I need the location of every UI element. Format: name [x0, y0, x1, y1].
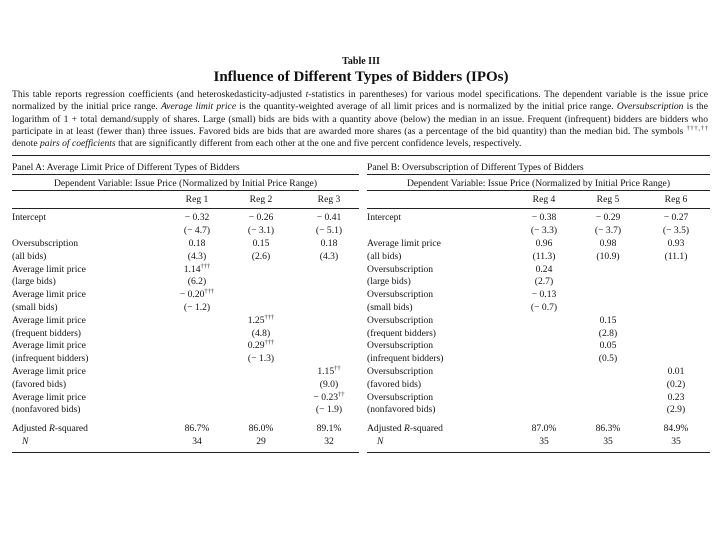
table-cell — [241, 212, 281, 225]
table-row — [12, 225, 359, 238]
panel-a-rows — [12, 212, 359, 448]
cell-value: (11.1) — [664, 250, 688, 262]
column-header: Reg 2 — [249, 194, 273, 206]
table-cell — [309, 212, 349, 225]
table-row — [367, 238, 710, 251]
cell-value: 0.01 — [667, 366, 685, 378]
adj-suffix: -squared — [54, 423, 88, 435]
table-cell — [656, 238, 696, 251]
table-cell — [588, 328, 628, 341]
cell-value: (− 5.1) — [315, 225, 343, 237]
row-label: Oversubscription — [367, 289, 434, 301]
table-cell — [309, 404, 349, 417]
table-row — [12, 289, 359, 302]
adjusted-r-squared-row — [12, 423, 359, 436]
table-cell — [241, 340, 281, 353]
row-label: N — [377, 436, 384, 448]
table-row — [367, 392, 710, 405]
significance-marker: ††† — [264, 339, 275, 347]
adjusted-r-squared-row — [367, 423, 710, 436]
row-label: Average limit price — [12, 340, 86, 352]
table-cell — [309, 251, 349, 264]
table-row — [367, 264, 710, 277]
caption-term-avg-limit-price: Average limit price — [160, 101, 237, 113]
table-cell: 35 — [603, 436, 613, 448]
cell-value: (2.8) — [598, 327, 618, 339]
table-cell — [524, 212, 564, 225]
table-row — [367, 251, 710, 264]
table-cell — [524, 276, 564, 289]
panel-b-column-headers — [367, 191, 710, 209]
caption-text-1b: -statistics in parentheses) for various model specifications. The dependent variable is the issue price normalized by the initial price range. — [12, 89, 709, 113]
cell-value: (2.9) — [666, 404, 686, 416]
caption-text-3: is the logarithm of 1 + total demand/supply of shares. Large (small) bids are bids with a quantity above (below) the median in an issue. Frequent (infrequent) bidders are bidders who participate in at least (fewer than) three issues. Favored bids are bids that are awarded more shares (as a percentage of the bid quantity) than the median bid. The symbols — [12, 101, 708, 137]
table-cell — [524, 225, 564, 238]
significance-marker: ††† — [264, 313, 275, 321]
row-label: (favored bids) — [367, 378, 422, 390]
cell-value: 0.23 — [667, 391, 685, 403]
cell-value: (− 1.9) — [315, 404, 343, 416]
row-label: Oversubscription — [367, 340, 434, 352]
table-cell — [524, 289, 564, 302]
table-cell — [588, 251, 628, 264]
row-label: Average limit price — [12, 314, 86, 326]
cell-value: 0.29 — [247, 340, 265, 352]
cell-value: (− 1.3) — [247, 353, 275, 365]
table-row — [12, 340, 359, 353]
table-number: Table III — [342, 56, 380, 67]
adj-suffix: -squared — [409, 423, 443, 435]
table-cell — [656, 366, 696, 379]
panel-b-rows — [367, 212, 710, 448]
table-cell — [524, 302, 564, 315]
row-label — [367, 423, 443, 436]
n-row — [12, 436, 359, 449]
cell-value: 1.14 — [183, 263, 201, 275]
cell-value: 0.93 — [667, 238, 685, 250]
cell-value: (− 4.7) — [183, 225, 211, 237]
row-label: Average limit price — [12, 263, 86, 275]
table-cell — [588, 353, 628, 366]
table-row — [367, 328, 710, 341]
row-label: Average limit price — [12, 289, 86, 301]
table-cell: 87.0% — [531, 423, 557, 435]
table-row — [12, 379, 359, 392]
cell-value: 0.96 — [535, 238, 553, 250]
table-row — [12, 315, 359, 328]
cell-value: (0.5) — [598, 353, 618, 365]
table-cell: 29 — [256, 436, 266, 448]
panel-a-title: Panel A: Average Limit Price of Different Types of Bidders — [12, 160, 359, 175]
cell-value: (10.9) — [596, 250, 620, 262]
table-row — [367, 302, 710, 315]
cell-value: − 0.13 — [531, 289, 557, 301]
adj-label: Adjusted — [367, 423, 405, 435]
cell-value: (11.3) — [532, 250, 556, 262]
table-cell: 32 — [324, 436, 334, 448]
table-row — [367, 366, 710, 379]
row-label: N — [22, 436, 29, 448]
row-label — [12, 423, 88, 436]
row-label: (frequent bidders) — [12, 327, 81, 339]
cell-value: − 0.38 — [531, 212, 557, 224]
table-cell — [241, 238, 281, 251]
table-row — [12, 264, 359, 277]
cell-value: (4.3) — [319, 250, 339, 262]
row-label: Oversubscription — [367, 314, 434, 326]
table-row — [12, 212, 359, 225]
row-label: (small bids) — [12, 302, 58, 314]
row-label: (nonfavored bids) — [367, 404, 436, 416]
cell-value: − 0.26 — [248, 212, 274, 224]
table-cell: 89.1% — [316, 423, 342, 435]
cell-value: 0.15 — [599, 314, 617, 326]
caption-text-3b: denote — [12, 138, 40, 150]
table-row — [12, 302, 359, 315]
table-cell — [177, 238, 217, 251]
cell-value: 0.98 — [599, 238, 617, 250]
row-label: Oversubscription — [367, 263, 434, 275]
cell-value: − 0.20 — [179, 289, 205, 301]
table-cell — [241, 225, 281, 238]
table-cell — [524, 251, 564, 264]
table-row — [367, 212, 710, 225]
row-label: (all bids) — [12, 250, 47, 262]
table-caption — [12, 89, 710, 150]
adj-r-italic: R — [49, 423, 55, 435]
cell-value: (4.3) — [187, 250, 207, 262]
table-cell: 86.7% — [184, 423, 210, 435]
table-cell — [588, 340, 628, 353]
row-label: (large bids) — [12, 276, 56, 288]
cell-value: − 0.27 — [663, 212, 689, 224]
table-row — [367, 276, 710, 289]
row-label: (favored bids) — [12, 378, 67, 390]
table-page — [12, 56, 710, 453]
column-header: Reg 1 — [185, 194, 209, 206]
table-title: Influence of Different Types of Bidders (IPOs) — [213, 69, 509, 85]
table-cell: 35 — [671, 436, 681, 448]
table-row — [367, 289, 710, 302]
significance-marker: †† — [334, 365, 341, 373]
row-label: (large bids) — [367, 276, 411, 288]
table-cell — [177, 212, 217, 225]
cell-value: 0.18 — [320, 238, 338, 250]
row-label: Oversubscription — [12, 238, 79, 250]
table-cell — [656, 404, 696, 417]
significance-marker: ††† — [200, 262, 211, 270]
table-row — [12, 404, 359, 417]
cell-value: (9.0) — [319, 378, 339, 390]
table-cell — [177, 264, 217, 277]
table-cell — [656, 212, 696, 225]
cell-value: − 0.23 — [313, 391, 339, 403]
cell-value: 1.25 — [247, 314, 265, 326]
cell-value: (2.7) — [534, 276, 554, 288]
row-label: Intercept — [367, 212, 402, 224]
panel-a — [12, 160, 359, 452]
table-row — [12, 238, 359, 251]
cell-value: (4.8) — [251, 327, 271, 339]
panel-a-bottom-rule — [12, 452, 359, 453]
cell-value: 0.24 — [535, 263, 553, 275]
caption-term-oversubscription: Oversubscription — [616, 101, 684, 113]
caption-t-italic: t — [305, 89, 309, 100]
table-cell: 35 — [539, 436, 549, 448]
row-label: Average limit price — [367, 238, 441, 250]
significance-marker: ††† — [204, 288, 215, 296]
table-cell — [588, 225, 628, 238]
table-cell — [588, 212, 628, 225]
adj-r-italic: R — [404, 423, 410, 435]
panel-b-title: Panel B: Oversubscription of Different Types of Bidders — [367, 160, 710, 175]
table-cell — [241, 353, 281, 366]
row-label: (infrequent bidders) — [12, 353, 89, 365]
caption-text-2: is the quantity-weighted average of all limit prices and is normalized by the initial price range. — [236, 101, 617, 113]
row-label: Intercept — [12, 212, 47, 224]
table-row — [12, 353, 359, 366]
table-cell — [241, 315, 281, 328]
table-cell — [656, 379, 696, 392]
row-label: (infrequent bidders) — [367, 353, 444, 365]
column-header: Reg 3 — [317, 194, 341, 206]
table-cell — [524, 238, 564, 251]
column-header: Reg 4 — [532, 194, 556, 206]
table-cell — [241, 251, 281, 264]
row-label: Average limit price — [12, 391, 86, 403]
table-row — [367, 404, 710, 417]
cell-value: 0.15 — [252, 238, 270, 250]
table-cell — [177, 225, 217, 238]
caption-text-1: This table reports regression coefficients (and heteroskedasticity-adjusted — [12, 89, 306, 100]
table-row — [12, 328, 359, 341]
table-cell — [656, 225, 696, 238]
adj-label: Adjusted — [12, 423, 50, 435]
table-cell — [309, 366, 349, 379]
table-row — [367, 353, 710, 366]
table-cell — [177, 302, 217, 315]
cell-value: 1.15 — [317, 366, 335, 378]
cell-value: (0.2) — [666, 378, 686, 390]
caption-term-pairs: pairs of coefficients — [39, 138, 116, 150]
row-label: Oversubscription — [367, 391, 434, 403]
panel-a-column-headers — [12, 191, 359, 209]
table-cell — [309, 392, 349, 405]
row-label: Oversubscription — [367, 366, 434, 378]
panel-b-dependent-variable: Dependent Variable: Issue Price (Normalized by Initial Price Range) — [367, 175, 710, 191]
panels — [12, 160, 710, 452]
top-rule — [12, 155, 710, 156]
column-header: Reg 5 — [596, 194, 620, 206]
table-row — [12, 276, 359, 289]
table-cell — [588, 238, 628, 251]
significance-marker: †† — [338, 390, 345, 398]
cell-value: 0.18 — [188, 238, 206, 250]
table-cell — [588, 315, 628, 328]
cell-value: (− 0.7) — [530, 302, 558, 314]
column-header: Reg 6 — [664, 194, 688, 206]
table-cell — [309, 225, 349, 238]
cell-value: (− 3.1) — [247, 225, 275, 237]
row-label: Average limit price — [12, 366, 86, 378]
row-label: (all bids) — [367, 250, 402, 262]
panel-b — [367, 160, 710, 452]
table-cell — [309, 238, 349, 251]
table-row — [12, 392, 359, 405]
table-cell — [656, 251, 696, 264]
panel-a-dependent-variable: Dependent Variable: Issue Price (Normalized by Initial Price Range) — [12, 175, 359, 191]
table-row — [12, 366, 359, 379]
table-cell — [656, 392, 696, 405]
cell-value: 0.05 — [599, 340, 617, 352]
cell-value: (− 3.7) — [594, 225, 622, 237]
n-row — [367, 436, 710, 449]
table-row — [367, 340, 710, 353]
table-row — [12, 251, 359, 264]
cell-value: (6.2) — [187, 276, 207, 288]
cell-value: − 0.41 — [316, 212, 342, 224]
table-row — [367, 315, 710, 328]
cell-value: (− 3.5) — [662, 225, 690, 237]
table-row — [367, 379, 710, 392]
table-cell — [177, 251, 217, 264]
caption-text-4: that are significantly different from each other at the one and five percent confidence levels, respectively. — [115, 138, 522, 150]
cell-value: − 0.29 — [595, 212, 621, 224]
panel-b-bottom-rule — [367, 452, 710, 453]
table-cell — [241, 328, 281, 341]
row-label: (nonfavored bids) — [12, 404, 81, 416]
table-cell: 84.9% — [663, 423, 689, 435]
table-cell: 86.0% — [248, 423, 274, 435]
table-cell: 86.3% — [595, 423, 621, 435]
table-cell — [177, 289, 217, 302]
cell-value: (2.6) — [251, 250, 271, 262]
cell-value: (− 1.2) — [183, 302, 211, 314]
table-cell: 34 — [192, 436, 202, 448]
cell-value: (− 3.3) — [530, 225, 558, 237]
table-row — [367, 225, 710, 238]
table-cell — [524, 264, 564, 277]
caption-symbols: †††,†† — [686, 124, 708, 132]
cell-value: − 0.32 — [184, 212, 210, 224]
row-label: (frequent bidders) — [367, 327, 436, 339]
row-label: (small bids) — [367, 302, 413, 314]
